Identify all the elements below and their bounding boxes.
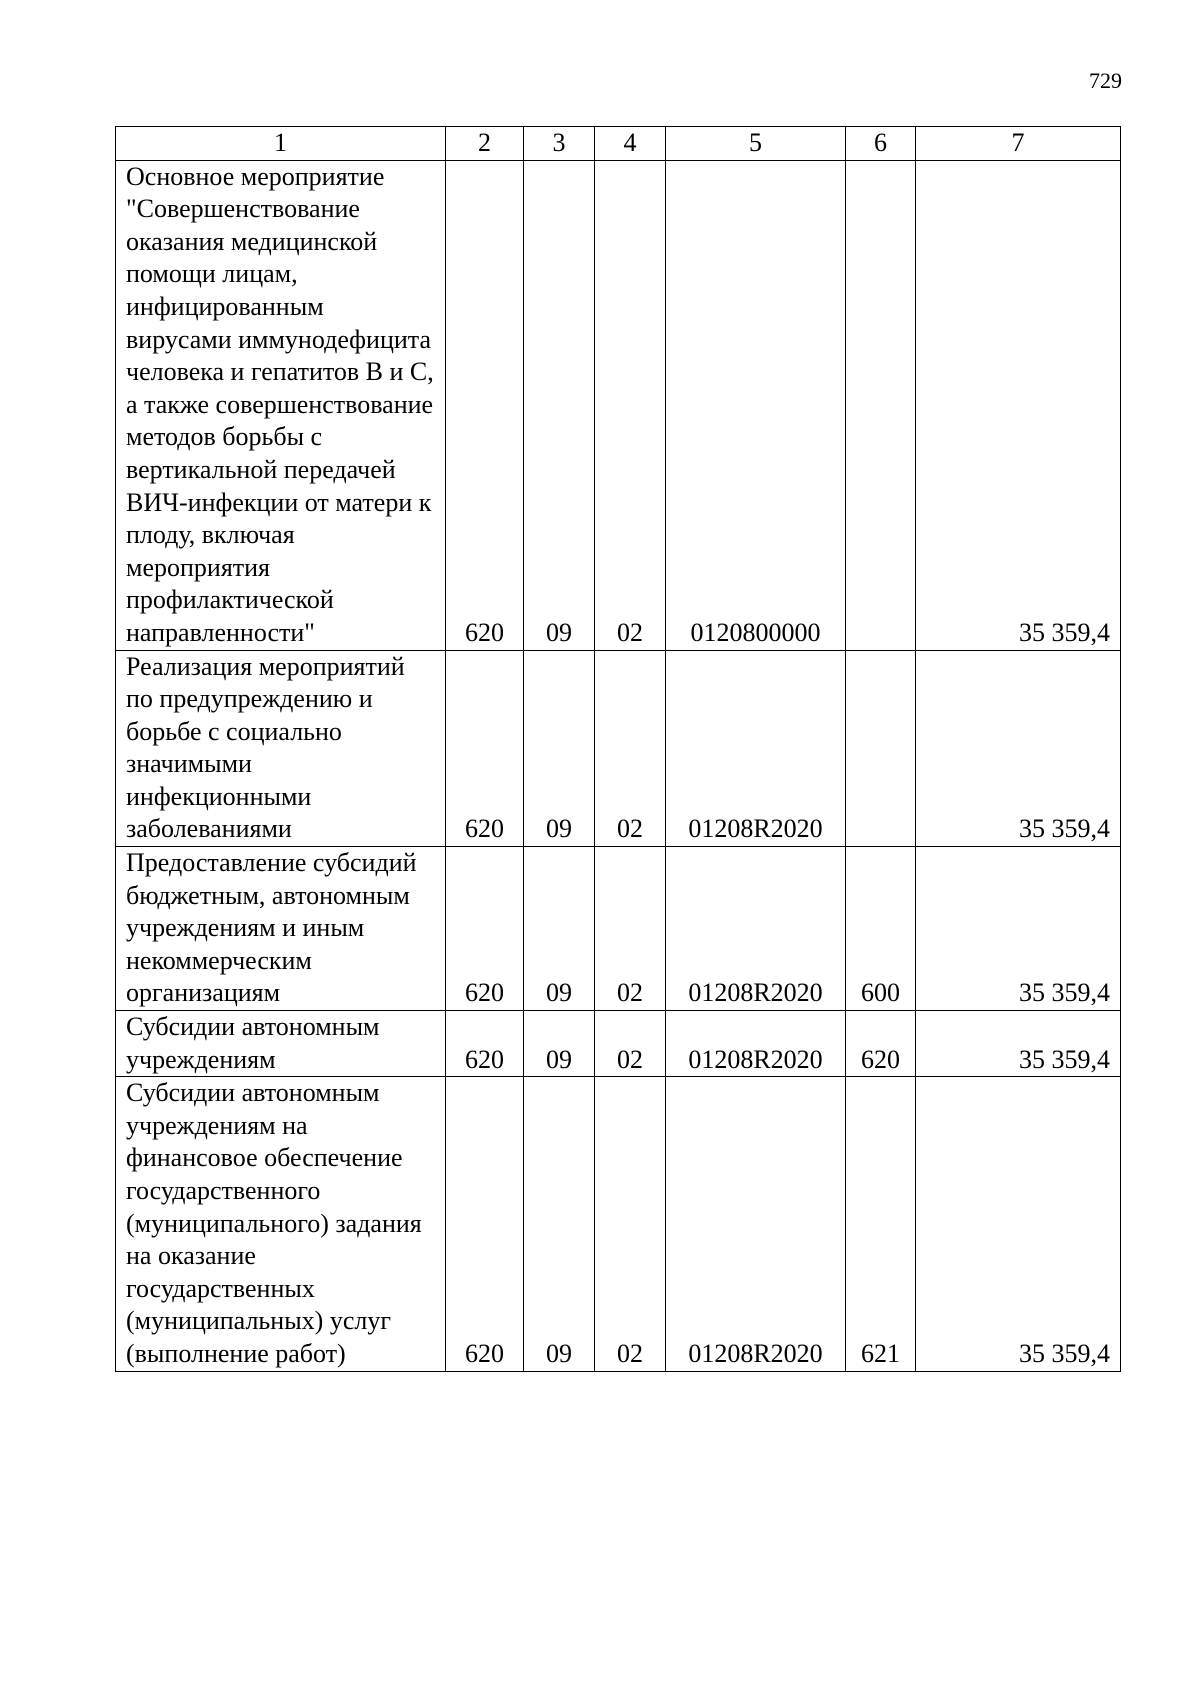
- row-cell: 620: [846, 1011, 916, 1077]
- row-cell: [846, 650, 916, 847]
- table-row: [116, 650, 1121, 847]
- row-cell: 09: [524, 1077, 595, 1371]
- row-cell: 01208R2020: [666, 1077, 846, 1371]
- page-number: 729: [1089, 68, 1122, 93]
- column-header: 7: [916, 127, 1121, 161]
- table-row: [116, 1077, 1121, 1371]
- row-name: Субсидии автономным учреждениям на финансовое обеспечение государственного (муниципального) задания на оказание государственных (муниципальных) услуг (выполнение работ): [116, 1077, 446, 1371]
- row-cell: 620: [446, 847, 524, 1011]
- row-name: Субсидии автономным учреждениям: [116, 1011, 446, 1077]
- row-cell: 09: [524, 160, 595, 650]
- row-amount: 35 359,4: [916, 1077, 1121, 1371]
- row-cell: 01208R2020: [666, 847, 846, 1011]
- row-cell: 09: [524, 847, 595, 1011]
- row-amount: 35 359,4: [916, 650, 1121, 847]
- column-header: 2: [446, 127, 524, 161]
- row-cell: 01208R2020: [666, 1011, 846, 1077]
- row-cell: 620: [446, 1011, 524, 1077]
- row-cell: 620: [446, 650, 524, 847]
- column-header: 1: [116, 127, 446, 161]
- row-cell: 02: [595, 1077, 666, 1371]
- table-row: [116, 847, 1121, 1011]
- row-cell: 02: [595, 847, 666, 1011]
- row-name: Предоставление субсидий бюджетным, автономным учреждениям и иным некоммерческим организациям: [116, 847, 446, 1011]
- row-amount: 35 359,4: [916, 847, 1121, 1011]
- header-row: [116, 127, 1121, 161]
- column-header: 4: [595, 127, 666, 161]
- row-cell: [846, 160, 916, 650]
- column-header: 5: [666, 127, 846, 161]
- row-cell: 620: [446, 160, 524, 650]
- row-cell: 02: [595, 1011, 666, 1077]
- row-cell: 621: [846, 1077, 916, 1371]
- row-cell: 600: [846, 847, 916, 1011]
- column-header: 6: [846, 127, 916, 161]
- table-row: [116, 160, 1121, 650]
- row-cell: 09: [524, 1011, 595, 1077]
- budget-table: [115, 126, 1121, 1372]
- row-cell: 02: [595, 650, 666, 847]
- row-cell: 0120800000: [666, 160, 846, 650]
- row-name: Основное мероприятие "Совершенствование оказания медицинской помощи лицам, инфицированным вирусами иммунодефицита человека и гепатитов B и C, а также совершенствование методов борьбы с вертикальной передачей ВИЧ-инфекции от матери к плоду, включая мероприятия профилактической направленности": [116, 160, 446, 650]
- row-name: Реализация мероприятий по предупреждению и борьбе с социально значимыми инфекционными заболеваниями: [116, 650, 446, 847]
- row-cell: 620: [446, 1077, 524, 1371]
- column-header: 3: [524, 127, 595, 161]
- row-amount: 35 359,4: [916, 160, 1121, 650]
- row-amount: 35 359,4: [916, 1011, 1121, 1077]
- row-cell: 09: [524, 650, 595, 847]
- row-cell: 02: [595, 160, 666, 650]
- row-cell: 01208R2020: [666, 650, 846, 847]
- table-row: [116, 1011, 1121, 1077]
